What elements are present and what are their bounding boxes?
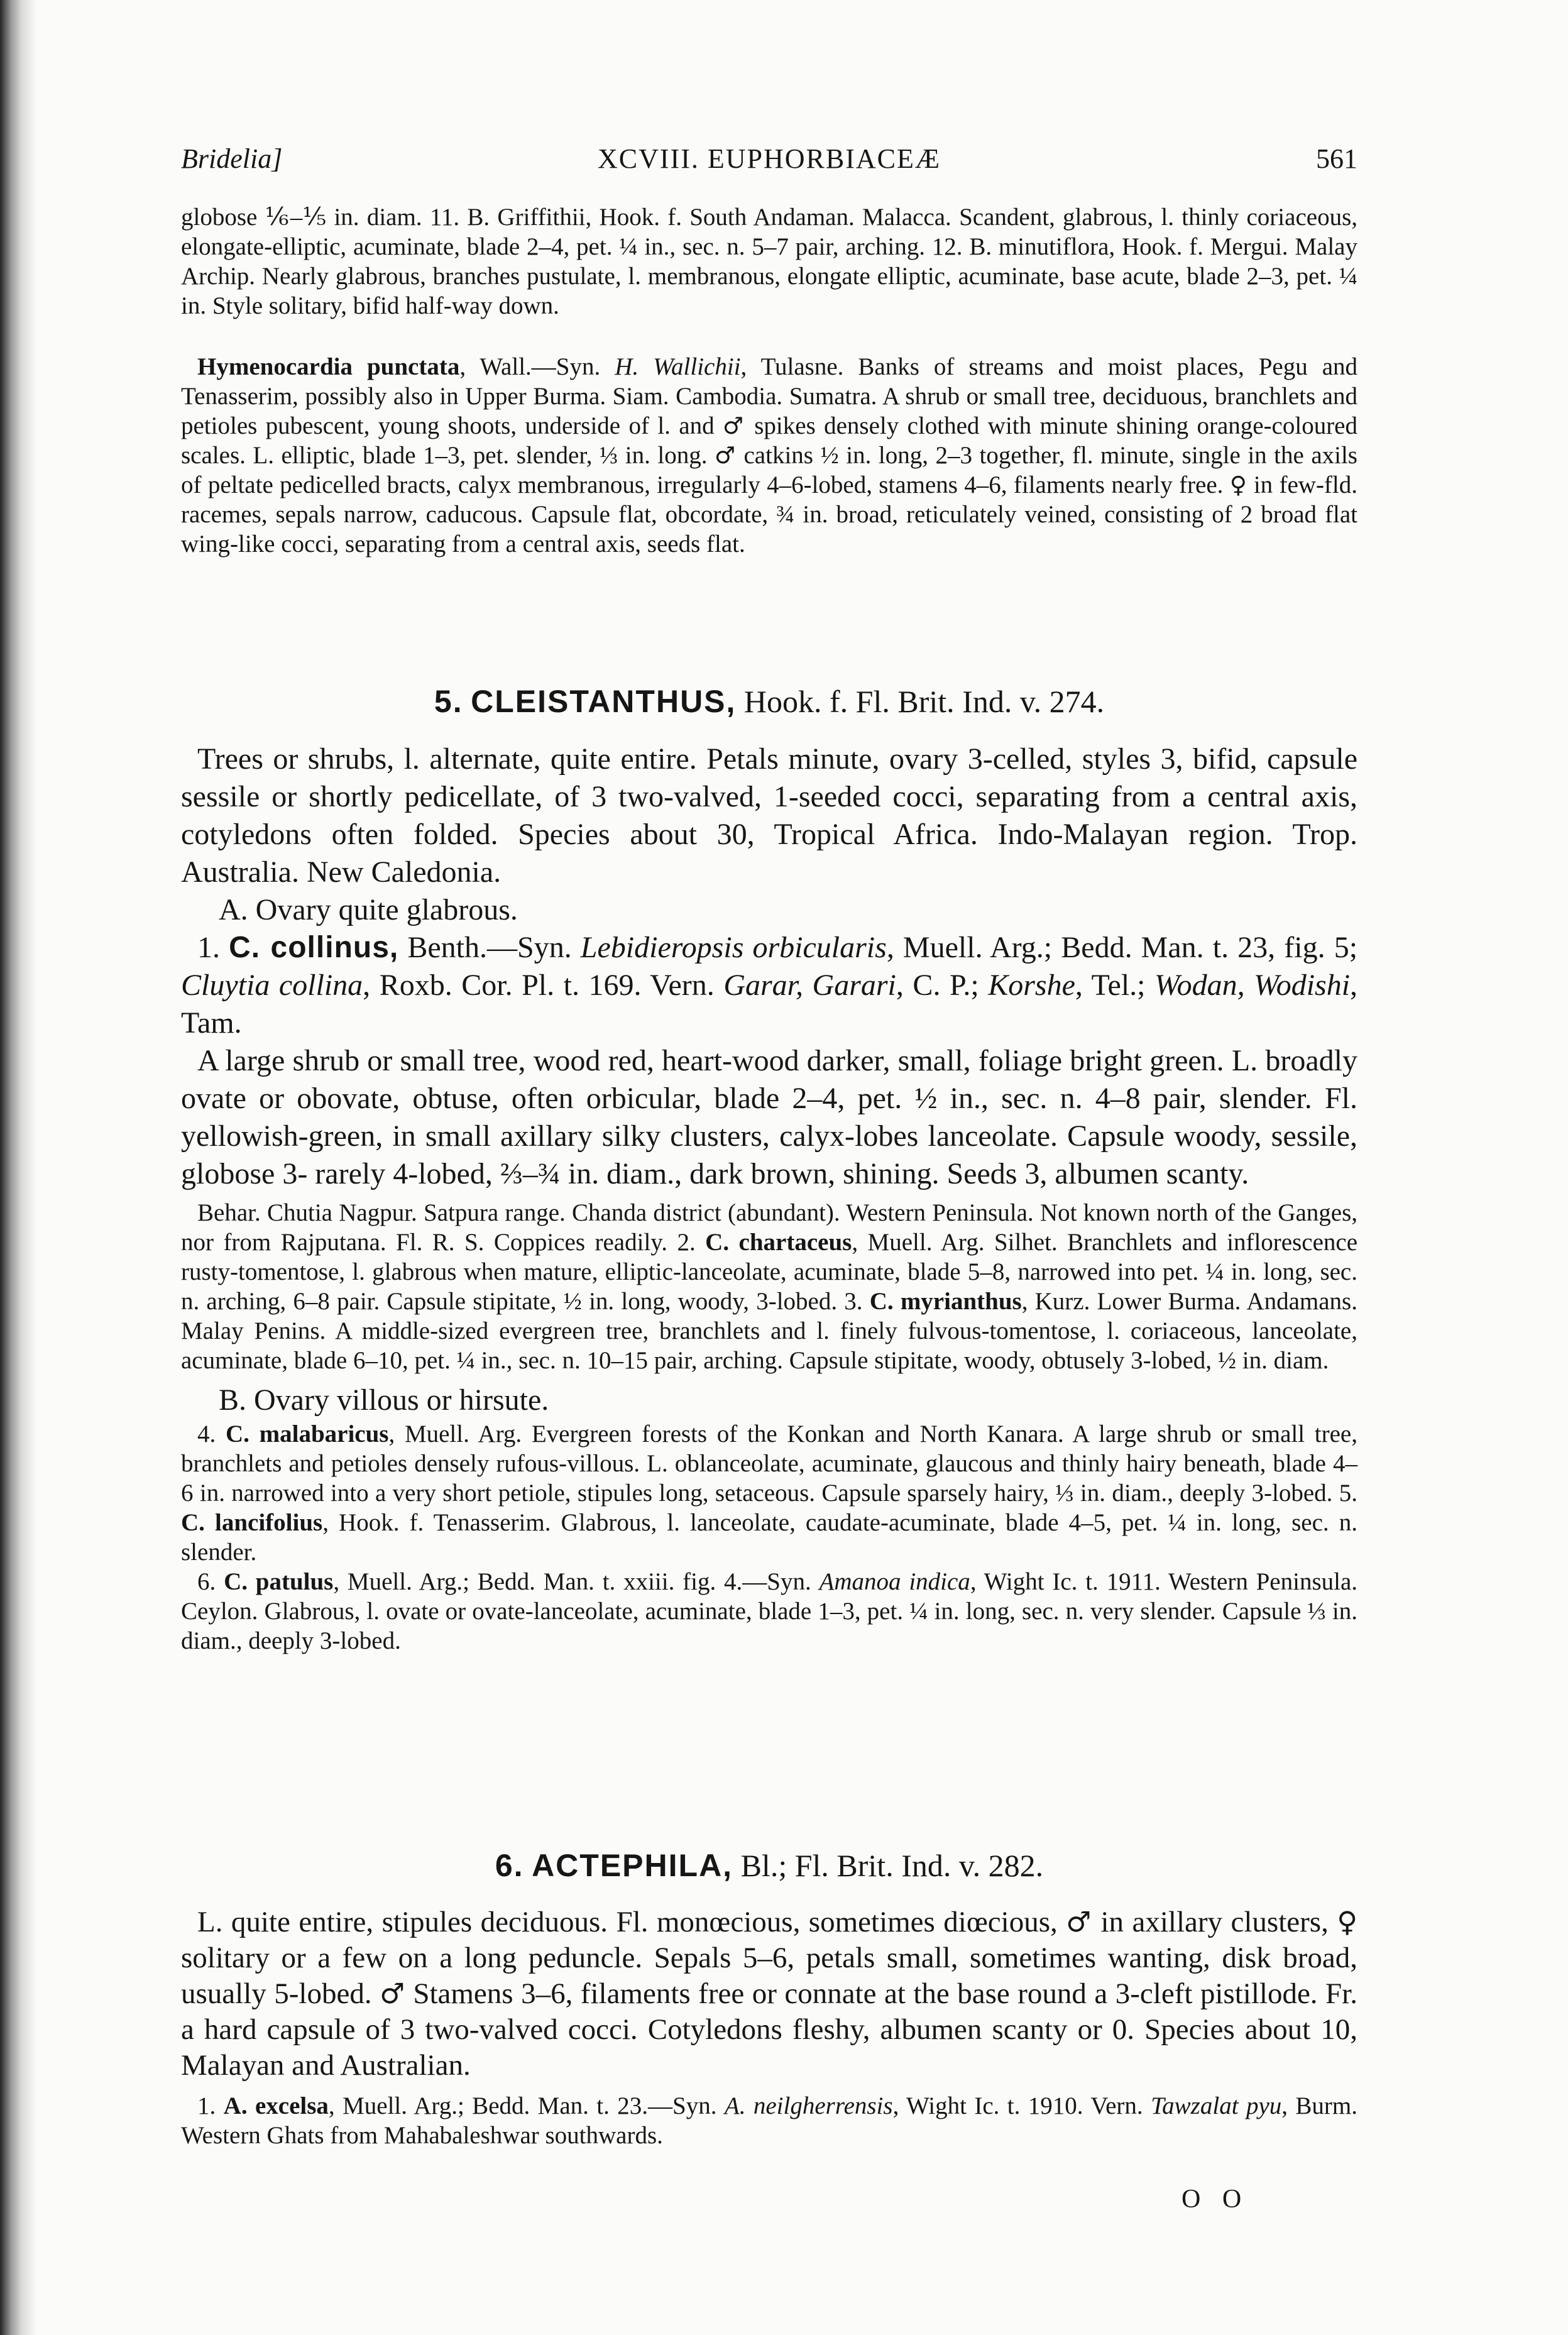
genus-heading: 5. CLEISTANTHUS, Hook. f. Fl. Brit. Ind. v. 274. xyxy=(434,684,1105,719)
genus-reference: Bl.; Fl. Brit. Ind. v. 282. xyxy=(740,1848,1044,1883)
running-head-family: XCVIII. EUPHORBIACEÆ xyxy=(598,143,941,174)
section-a-heading: A. Ovary quite glabrous. xyxy=(219,893,518,926)
section-b-heading: B. Ovary villous or hirsute. xyxy=(219,1383,549,1417)
male-symbol-icon: ♂ xyxy=(715,442,737,469)
cleistanthus-heading xyxy=(181,682,1357,721)
running-head-genus: Bridelia] xyxy=(181,143,283,174)
bridelia-text: globose ⅙–⅕ in. diam. 11. B. Griffithii, Hook. f. South Andaman. Malacca. Scandent, glabrous, l. thinly coriaceous, elongate-elliptic, acuminate, blade 2–4, pet. ¼ in., sec. n. 5–7 pair, arching. 12. B. minutiflora, Hook. f. Mergui. Malay Archip. Nearly glabrous, branches pustulate, l. membranous, elongate elliptic, acuminate, base acute, blade 2–3, pet. ¼ in. Style solitary, bifid half-way down. xyxy=(181,204,1357,319)
species-name: C. lancifolius xyxy=(181,1509,323,1536)
hymenocardia-text: Hymenocardia punctata, Wall.—Syn. H. Wallichii, Tulasne. Banks of streams and moist places, Pegu and Tenasserim, possibly also in Upper Burma. Siam. Cambodia. Sumatra. A shrub or small tree, deciduous, branchlets and petioles pubescent, young shoots, underside of l. and ♂ spikes densely clothed with minute shining orange-coloured scales. L. elliptic, blade 1–3, pet. slender, ⅓ in. long. ♂ catkins ½ in. long, 2–3 together, fl. minute, single in the axils of peltate pedicelled bracts, calyx membranous, irregularly 4–6-lobed, stamens 4–6, filaments nearly free. ♀ in few-fld. racemes, sepals narrow, caducous. Capsule flat, obcordate, ¾ in. broad, reticulately veined, consisting of 2 broad flat wing-like cocci, separating from a central axis, seeds flat. xyxy=(181,353,1358,558)
collinus-distribution: Behar. Chutia Nagpur. Satpura range. Chanda district (abundant). Western Peninsula. Not known north of the Ganges, nor from Rajputana. Fl. R. S. Coppices readily. 2. C. chartaceus, Muell. Arg. Silhet. Branchlets and inflorescence rusty-tomentose, l. glabrous when mature, elliptic-lanceolate, acuminate, blade 5–8, narrowed into pet. ¼ in. long, sec. n. arching, 6–8 pair. Capsule stipitate, ½ in. long, woody, 3-lobed. 3. C. myrianthus, Kurz. Lower Burma. Andamans. Malay Penins. A middle-sized evergreen tree, branchlets and l. finely fulvous-tomentose, l. coriaceous, lanceolate, acuminate, blade 6–10, pet. ¼ in., sec. n. 10–15 pair, arching. Capsule stipitate, woody, obtusely 3-lobed, ½ in. diam. xyxy=(181,1199,1358,1374)
genus-description: L. quite entire, stipules deciduous. Fl. monœcious, sometimes diœcious, ♂ in axillary clusters, ♀ solitary or a few on a long peduncle. Sepals 5–6, petals small, sometimes wanting, disk broad, usually 5-lobed. ♂ Stamens 3–6, filaments free or connate at the base round a 3-cleft pistillode. Fr. a hard capsule of 3 two-valved cocci. Cotyledons fleshy, albumen scanty or 0. Species about 10, Malayan and Australian. xyxy=(181,1906,1357,2082)
hymenocardia-synonym: H. Wallichii xyxy=(615,353,741,380)
genus-name: ACTEPHILA, xyxy=(532,1848,733,1883)
species-name: C. malabaricus xyxy=(225,1420,389,1448)
species-malabaricus: 4. C. malabaricus, Muell. Arg. Evergreen forests of the Konkan and North Kanara. A large shrub or small tree, branchlets and petioles densely rufous-villous. L. oblanceolate, acuminate, glaucous and thinly hairy beneath, blade 4–6 in. narrowed into a very short petiole, stipules long, setaceous. Capsule sparsely hairy, ⅓ in. diam., deeply 3-lobed. 5. C. lancifolius, Hook. f. Tenasserim. Glabrous, l. lanceolate, caudate-acuminate, blade 4–5, pet. ¼ in. long, sec. n. slender. xyxy=(181,1420,1357,1566)
male-symbol-icon: ♂ xyxy=(380,1977,405,2010)
page-number: 561 xyxy=(1316,143,1357,174)
hymenocardia-entry xyxy=(181,352,1357,559)
species-collinus: 1. C. collinus, Benth.—Syn. Lebidieropsis orbicularis, Muell. Arg.; Bedd. Man. t. 23, fig. 5; Cluytia collina, Roxb. Cor. Pl. t. 169. Vern. Garar, Garari, C. P.; Korshe, Tel.; Wodan, Wodishi, Tam. xyxy=(181,931,1358,1040)
genus-description: Trees or shrubs, l. alternate, quite entire. Petals minute, ovary 3-celled, styles 3, bifid, capsule sessile or shortly pedicellate, of 3 two-valved, 1-seeded cocci, separating from a central axis, cotyledons often folded. Species about 30, Tropical Africa. Indo-Malayan region. Trop. Australia. New Caledonia. xyxy=(181,742,1357,889)
female-symbol-icon: ♀ xyxy=(1229,471,1247,498)
species-name: C. collinus, xyxy=(229,931,399,964)
actephila-body xyxy=(181,1904,1357,2150)
genus-heading: 6. ACTEPHILA, Bl.; Fl. Brit. Ind. v. 282. xyxy=(495,1848,1044,1883)
species-excelsa: 1. A. excelsa, Muell. Arg.; Bedd. Man. t. 23.—Syn. A. neilgherrensis, Wight Ic. t. 1910. Vern. Tawzalat pyu, Burm. Western Ghats from Mahabaleshwar southwards. xyxy=(181,2092,1357,2149)
cleistanthus-body xyxy=(181,740,1357,1656)
binding-shadow xyxy=(0,0,36,2335)
species-name: A. excelsa xyxy=(223,2092,329,2119)
male-symbol-icon: ♂ xyxy=(1066,1906,1092,1938)
male-symbol-icon: ♂ xyxy=(723,412,746,439)
signature-mark: O O xyxy=(1181,2185,1249,2214)
bridelia-continuation xyxy=(181,202,1357,321)
species-patulus: 6. C. patulus, Muell. Arg.; Bedd. Man. t. xxiii. fig. 4.—Syn. Amanoa indica, Wight Ic. t. 1911. Western Peninsula. Ceylon. Glabrous, l. ovate or ovate-lanceolate, acuminate, blade 1–3, pet. ¼ in. long, sec. n. very slender. Capsule ⅓ in. diam., deeply 3-lobed. xyxy=(181,1568,1358,1654)
species-name: C. myrianthus xyxy=(869,1288,1022,1315)
species-name: C. patulus xyxy=(224,1568,334,1595)
hymenocardia-name: Hymenocardia punctata xyxy=(197,353,460,380)
running-head xyxy=(181,140,1357,179)
collinus-description: A large shrub or small tree, wood red, heart-wood darker, small, foliage bright green. L. broadly ovate or obovate, obtuse, often orbicular, blade 2–4, pet. ½ in., sec. n. 4–8 pair, slender. Fl. yellowish-green, in small axillary silky clusters, calyx-lobes lanceolate. Capsule woody, sessile, globose 3- rarely 4-lobed, ⅔–¾ in. diam., dark brown, shining. Seeds 3, albumen scanty. xyxy=(181,1044,1357,1190)
species-name: C. chartaceus xyxy=(705,1229,852,1256)
genus-reference: Hook. f. Fl. Brit. Ind. v. 274. xyxy=(743,684,1105,719)
genus-name: CLEISTANTHUS, xyxy=(471,684,737,719)
female-symbol-icon: ♀ xyxy=(1337,1906,1357,1938)
actephila-heading xyxy=(181,1846,1357,1885)
